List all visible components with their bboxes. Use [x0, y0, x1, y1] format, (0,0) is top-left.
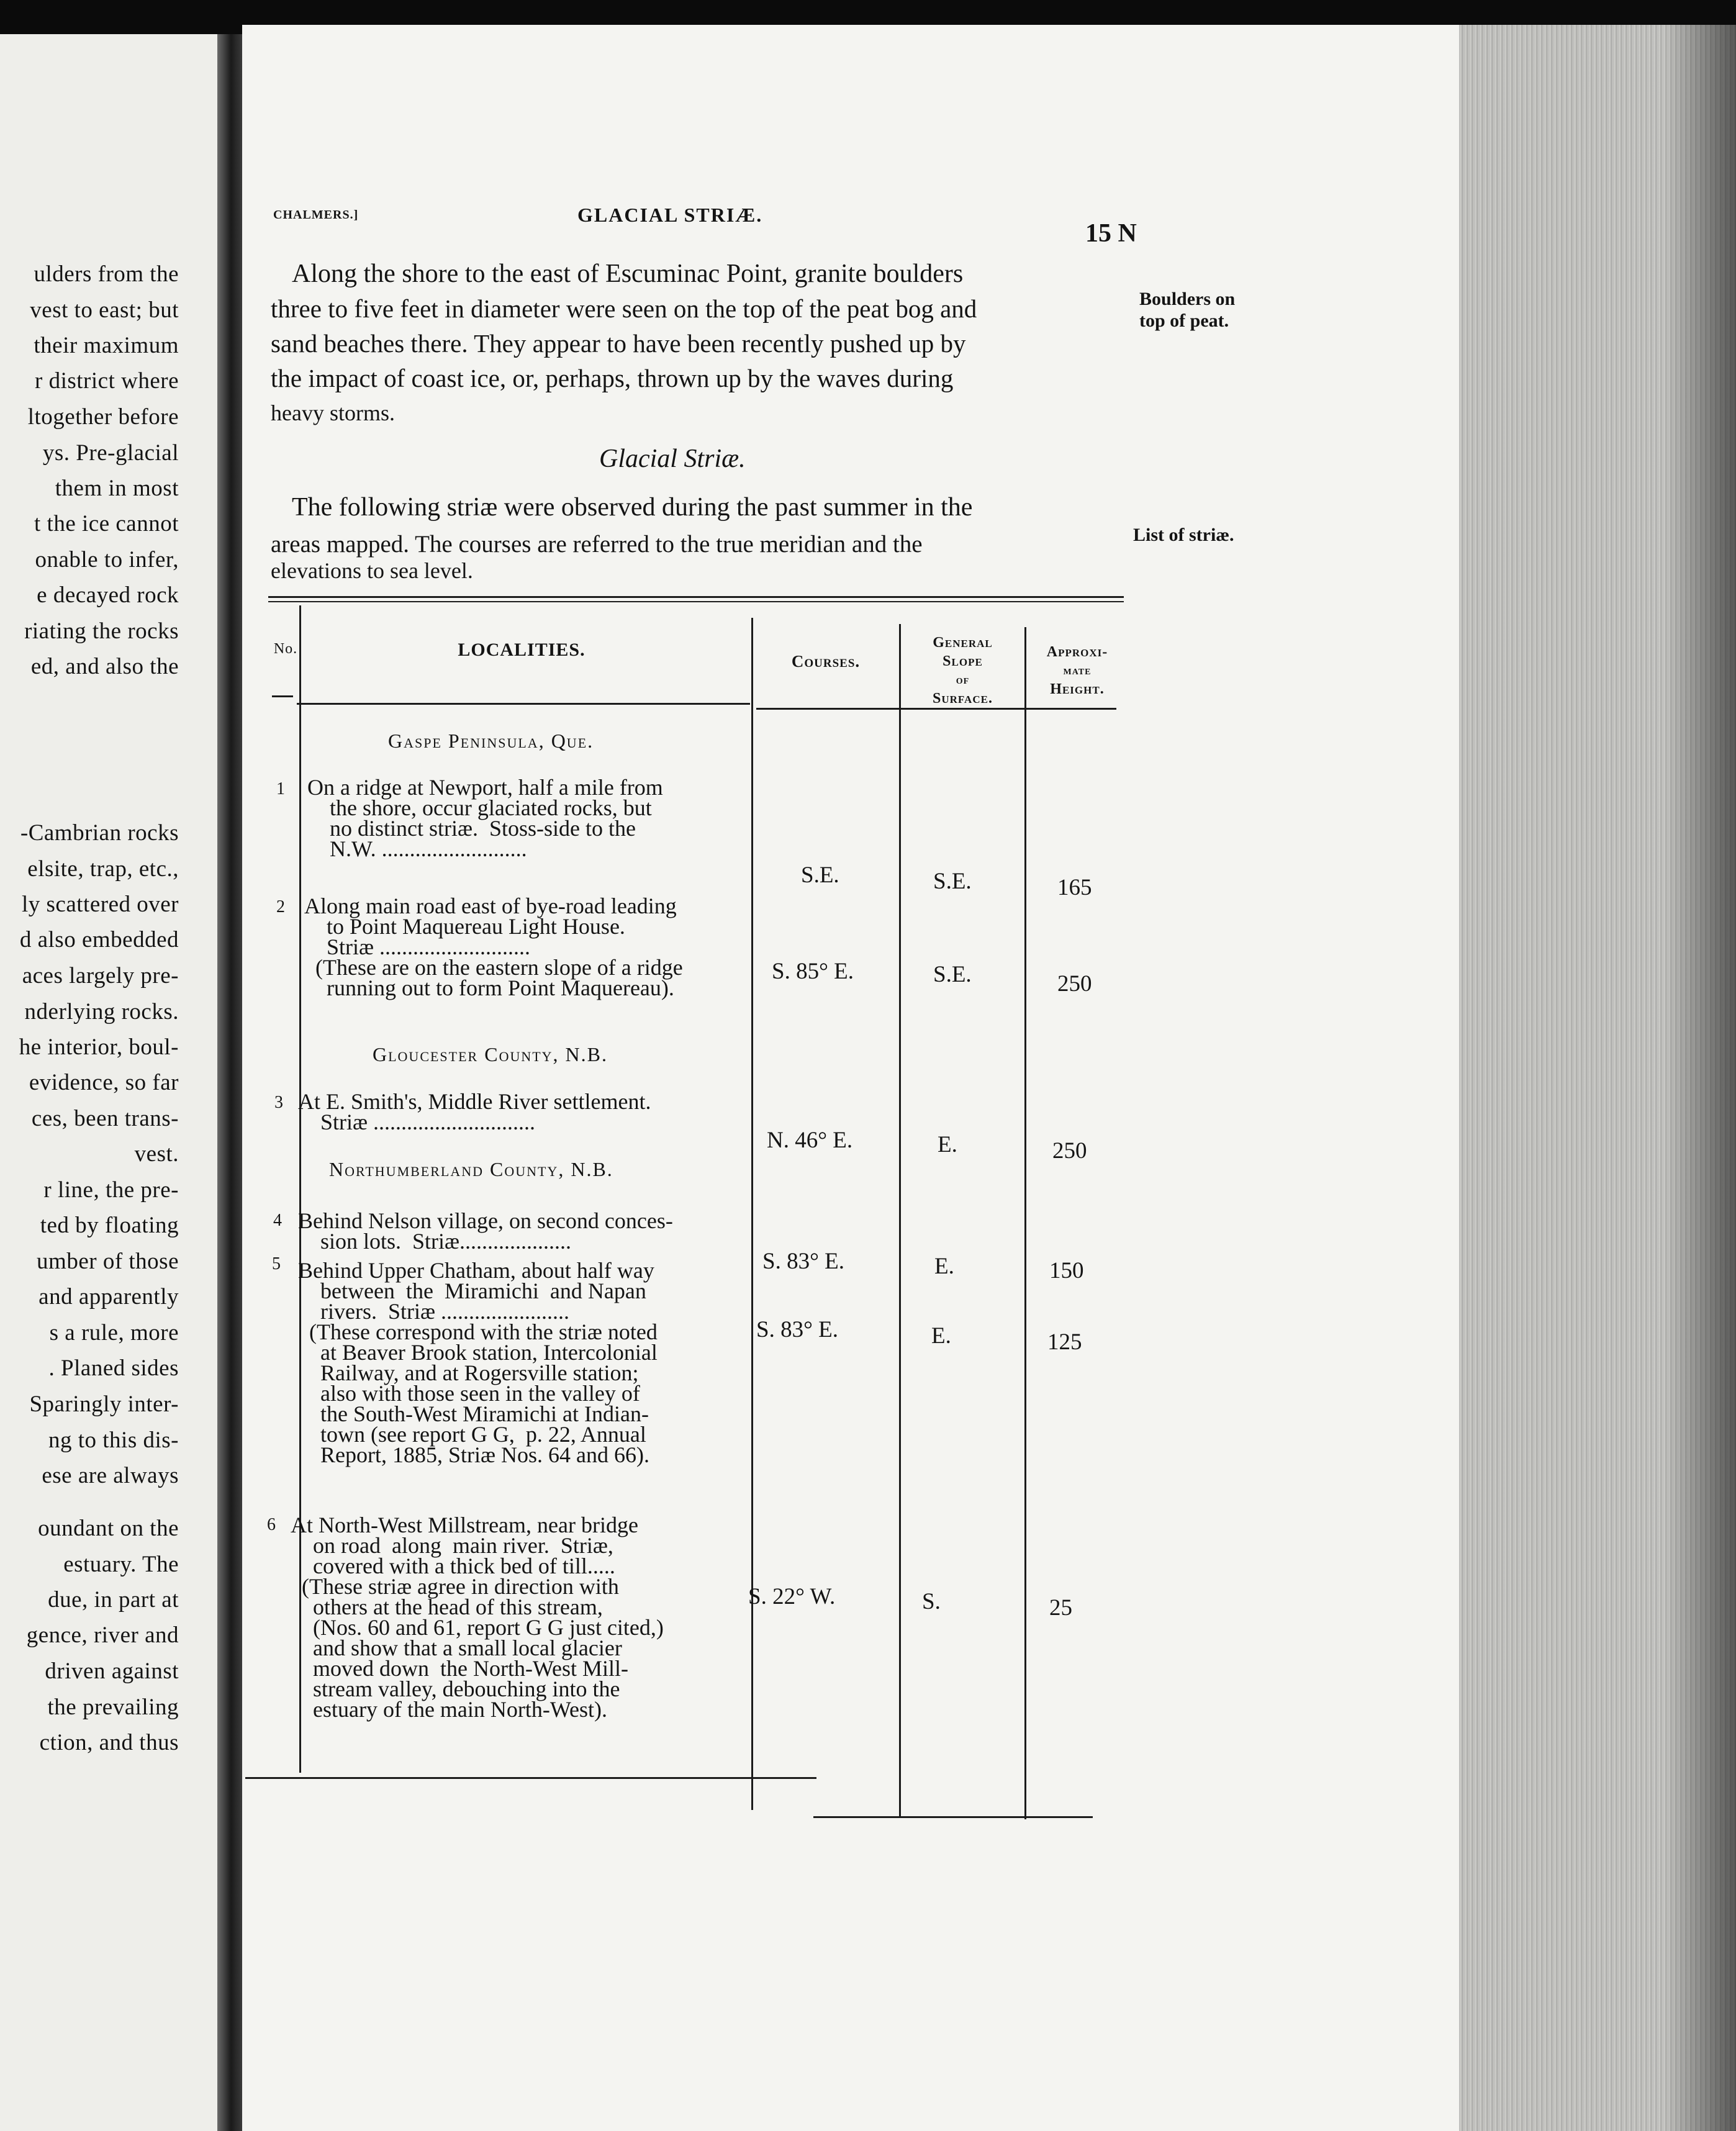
left-page-line: Sparingly inter- — [29, 1391, 179, 1417]
left-page-line: ltogether before — [27, 404, 179, 430]
left-page-line: he interior, boul- — [19, 1034, 179, 1060]
running-head-title: GLACIAL STRIÆ. — [577, 204, 763, 226]
left-page-line: driven against — [45, 1658, 179, 1684]
height-value: 165 — [1057, 875, 1092, 900]
margin-note-list-of-striae: List of striæ. — [1133, 525, 1234, 545]
paragraph-line: The following striæ were observed during the past summer in the — [292, 493, 973, 522]
table-column-rule — [899, 624, 901, 1816]
left-page-line: d also embedded — [19, 927, 179, 952]
row-number: 5 — [272, 1254, 281, 1274]
course-value: S. 83° E. — [762, 1249, 844, 1274]
paragraph-line: Along the shore to the east of Escuminac Point, granite boulders — [292, 260, 964, 288]
slope-value: E. — [938, 1132, 957, 1157]
slope-value: S.E. — [933, 962, 972, 987]
locality-text: Along main road east of bye-road leading to Point Maquereau Light House. Striæ ........................... (These are on the eastern slope of a ridge running out to form Point Maquereau). — [304, 894, 683, 1000]
left-page-line: ted by floating — [40, 1213, 179, 1238]
left-page-line: nderlying rocks. — [24, 999, 179, 1025]
margin-note-boulders: top of peat. — [1139, 310, 1229, 331]
column-header-courses: Courses. — [791, 652, 861, 671]
locality-text: Behind Upper Chatham, about half way between the Miramichi and Napan rivers. Striæ ....................... (These correspond with the striæ noted at Beaver Brook station, Intercolonial Railway, and at Rogersville station; also with those seen in the valley of the South-West Miramichi at Indian- town (see report G G, p. 22, Annual Report, 1885, Striæ Nos. 64 and 66). — [298, 1258, 658, 1467]
left-page-line: gence, river and — [26, 1622, 179, 1648]
slope-value: E. — [934, 1254, 954, 1279]
left-page-line: ys. Pre-glacial — [42, 440, 179, 466]
course-value: S. 85° E. — [772, 959, 854, 984]
row-number: 2 — [276, 897, 285, 916]
slope-value: S. — [922, 1589, 941, 1614]
header-line: mate — [1063, 664, 1092, 677]
locality-text: Behind Nelson village, on second conces- sion lots. Striæ.................... — [298, 1208, 673, 1254]
table-top-rule — [268, 601, 1124, 602]
left-page-line: ulders from the — [34, 261, 179, 287]
group-heading: Northumberland County, N.B. — [329, 1158, 613, 1180]
left-page-line: them in most — [55, 476, 179, 501]
table-top-rule — [268, 596, 1124, 598]
course-value: S.E. — [801, 862, 839, 888]
height-value: 125 — [1047, 1329, 1082, 1355]
header-line: Approxi- — [1046, 644, 1108, 660]
left-page-line: ng to this dis- — [48, 1427, 179, 1453]
table-header-rule — [272, 695, 293, 697]
course-value: S. 83° E. — [756, 1317, 838, 1342]
height-value: 150 — [1049, 1258, 1084, 1283]
left-page-line: vest. — [134, 1141, 179, 1167]
column-header-height — [1031, 643, 1124, 699]
locality-text: At North-West Millstream, near bridge on road along main river. Striæ, covered with a thick bed of till..... (These striæ agree in direction with others at the head of this stream, (Nos. 60 and 61, report G G just cited,) and show that a small local glacier moved down the North-West Mill- stream valley, debouching into the estuary of the main North-West). — [291, 1513, 664, 1722]
paragraph-line: the impact of coast ice, or, perhaps, thrown up by the waves during — [271, 364, 954, 392]
left-page-line: their maximum — [34, 333, 179, 358]
table-header-rule — [297, 703, 750, 705]
group-heading: Gloucester County, N.B. — [373, 1043, 608, 1066]
left-page-line: ese are always — [42, 1463, 179, 1488]
row-number: 1 — [276, 779, 285, 799]
header-line: Slope — [943, 653, 983, 669]
left-page-line: and apparently — [38, 1284, 179, 1310]
group-heading: Gaspe Peninsula, Que. — [388, 730, 594, 752]
header-line: of — [956, 673, 970, 687]
paragraph-line: elevations to sea level. — [271, 558, 473, 583]
left-page-line: aces largely pre- — [22, 963, 179, 989]
page-number: 15 N — [1085, 219, 1137, 248]
left-page-line: s a rule, more — [49, 1320, 179, 1346]
column-header-no: No. — [273, 641, 298, 657]
left-page-line: estuary. The — [63, 1552, 179, 1577]
row-number: 4 — [273, 1211, 282, 1230]
left-page-line: vest to east; but — [30, 297, 179, 323]
paragraph-line: heavy storms. — [271, 400, 395, 425]
left-page-line: evidence, so far — [29, 1070, 179, 1095]
height-value: 25 — [1049, 1595, 1072, 1621]
left-page-line: umber of those — [37, 1249, 179, 1274]
table-bottom-rule — [813, 1816, 1093, 1818]
left-page-line: oundant on the — [38, 1516, 179, 1541]
table-column-rule — [1024, 627, 1026, 1819]
left-page-line: ly scattered over — [22, 892, 179, 917]
column-header-localities: LOCALITIES. — [458, 640, 585, 660]
left-page-line: r line, the pre- — [43, 1177, 179, 1203]
left-page-line: due, in part at — [48, 1587, 179, 1613]
left-page-line: ed, and also the — [30, 654, 179, 679]
header-line: Height. — [1050, 681, 1105, 697]
column-header-slope — [905, 633, 1020, 708]
course-value: S. 22° W. — [748, 1584, 836, 1609]
margin-note-boulders: Boulders on — [1139, 289, 1236, 309]
paragraph-line: areas mapped. The courses are referred to the true meridian and the — [271, 531, 923, 558]
left-page-line: riating the rocks — [24, 618, 179, 644]
left-page-line: . Planed sides — [48, 1355, 179, 1381]
table-bottom-rule — [245, 1777, 816, 1779]
left-page-line: t the ice cannot — [34, 511, 179, 536]
height-value: 250 — [1052, 1138, 1087, 1164]
paragraph-line: sand beaches there. They appear to have been recently pushed up by — [271, 329, 966, 358]
header-line: General — [933, 635, 993, 651]
slope-value: E. — [931, 1323, 951, 1349]
book-gutter — [217, 34, 242, 2131]
left-page-line: e decayed rock — [37, 582, 179, 608]
left-page-line: ces, been trans- — [31, 1106, 179, 1131]
running-head-author: CHALMERS.] — [273, 208, 359, 222]
slope-value: S.E. — [933, 869, 972, 894]
left-page-line: elsite, trap, etc., — [27, 856, 179, 882]
left-page-line: r district where — [35, 368, 179, 394]
section-heading: Glacial Striæ. — [599, 445, 746, 473]
left-page-line: ction, and thus — [39, 1730, 179, 1755]
row-number: 3 — [274, 1093, 283, 1112]
page-edge-shadow — [1664, 25, 1736, 2131]
left-page-line: -Cambrian rocks — [20, 820, 179, 846]
table-header-rule — [756, 708, 1116, 710]
height-value: 250 — [1057, 971, 1092, 997]
course-value: N. 46° E. — [767, 1128, 853, 1153]
left-page-line: onable to infer, — [35, 547, 179, 572]
row-number: 6 — [267, 1515, 276, 1534]
locality-text: On a ridge at Newport, half a mile from the shore, occur glaciated rocks, but no distinct striæ. Stoss-side to the N.W. .......................... — [307, 775, 663, 861]
left-page-line: the prevailing — [47, 1694, 179, 1720]
table-column-rule — [751, 618, 753, 1810]
locality-text: At E. Smith's, Middle River settlement. Striæ ............................. — [298, 1089, 651, 1134]
header-line: Surface. — [933, 690, 993, 707]
paragraph-line: three to five feet in diameter were seen on the top of the peat bog and — [271, 294, 977, 323]
